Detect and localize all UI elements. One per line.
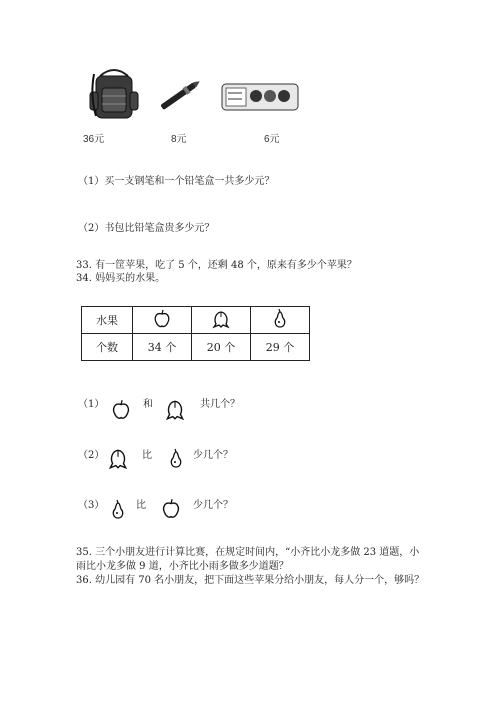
apple-icon	[110, 398, 132, 422]
pear-icon	[270, 309, 290, 329]
peach-icon	[107, 447, 129, 471]
fruit-header: 水果	[82, 307, 133, 334]
count-header: 个数	[82, 334, 133, 361]
pear-icon	[108, 497, 128, 523]
backpack-price: 36元	[83, 134, 105, 145]
sub2-number: （2）	[78, 450, 105, 461]
pencil-box-price: 6元	[264, 134, 280, 145]
apple-cell	[133, 307, 192, 334]
apple-icon	[152, 309, 172, 329]
sub1-tail: 共几个？	[200, 399, 240, 410]
peach-icon	[164, 398, 186, 422]
question-buy: （1）买一支钢笔和一个铅笔盒一共多少元？	[78, 176, 275, 187]
apple-count: 34 个	[133, 334, 192, 361]
pear-icon	[166, 447, 186, 471]
sub2-tail: 少几个？	[193, 450, 233, 461]
question-35-line1: 35. 三个小朋友进行计算比赛，在规定时间内，“小齐比小龙多做 23 道题，小	[76, 547, 420, 558]
question-33: 33. 有一筐苹果，吃了 5 个，还剩 48 个，原来有多少个苹果？	[76, 260, 357, 271]
apple-icon	[160, 497, 182, 521]
sub3-than: 比	[136, 500, 146, 511]
question-35-line2: 雨比小龙多做 9 道，小齐比小雨多做多少道题？	[76, 561, 289, 572]
pen-image	[156, 78, 204, 112]
pear-count: 29 个	[251, 334, 310, 361]
sub1-number: （1）	[78, 399, 105, 410]
sub1-and: 和	[143, 399, 153, 410]
peach-cell	[192, 307, 251, 334]
peach-count: 20 个	[192, 334, 251, 361]
pen-price: 8元	[171, 134, 187, 145]
pear-cell	[251, 307, 310, 334]
question-difference: （2）书包比铅笔盒贵多少元？	[78, 223, 215, 234]
question-36: 36. 幼儿园有 70 名小朋友，把下面这些苹果分给小朋友，每人分一个，够吗？	[76, 575, 425, 586]
backpack-image	[86, 66, 142, 120]
question-34: 34. 妈妈买的水果。	[76, 273, 166, 284]
sub3-tail: 少几个？	[193, 500, 233, 511]
fruit-table	[81, 306, 310, 361]
peach-icon	[211, 309, 231, 329]
sub2-than: 比	[142, 450, 152, 461]
pencil-box-image	[220, 78, 300, 114]
sub3-number: （3）	[78, 500, 105, 511]
